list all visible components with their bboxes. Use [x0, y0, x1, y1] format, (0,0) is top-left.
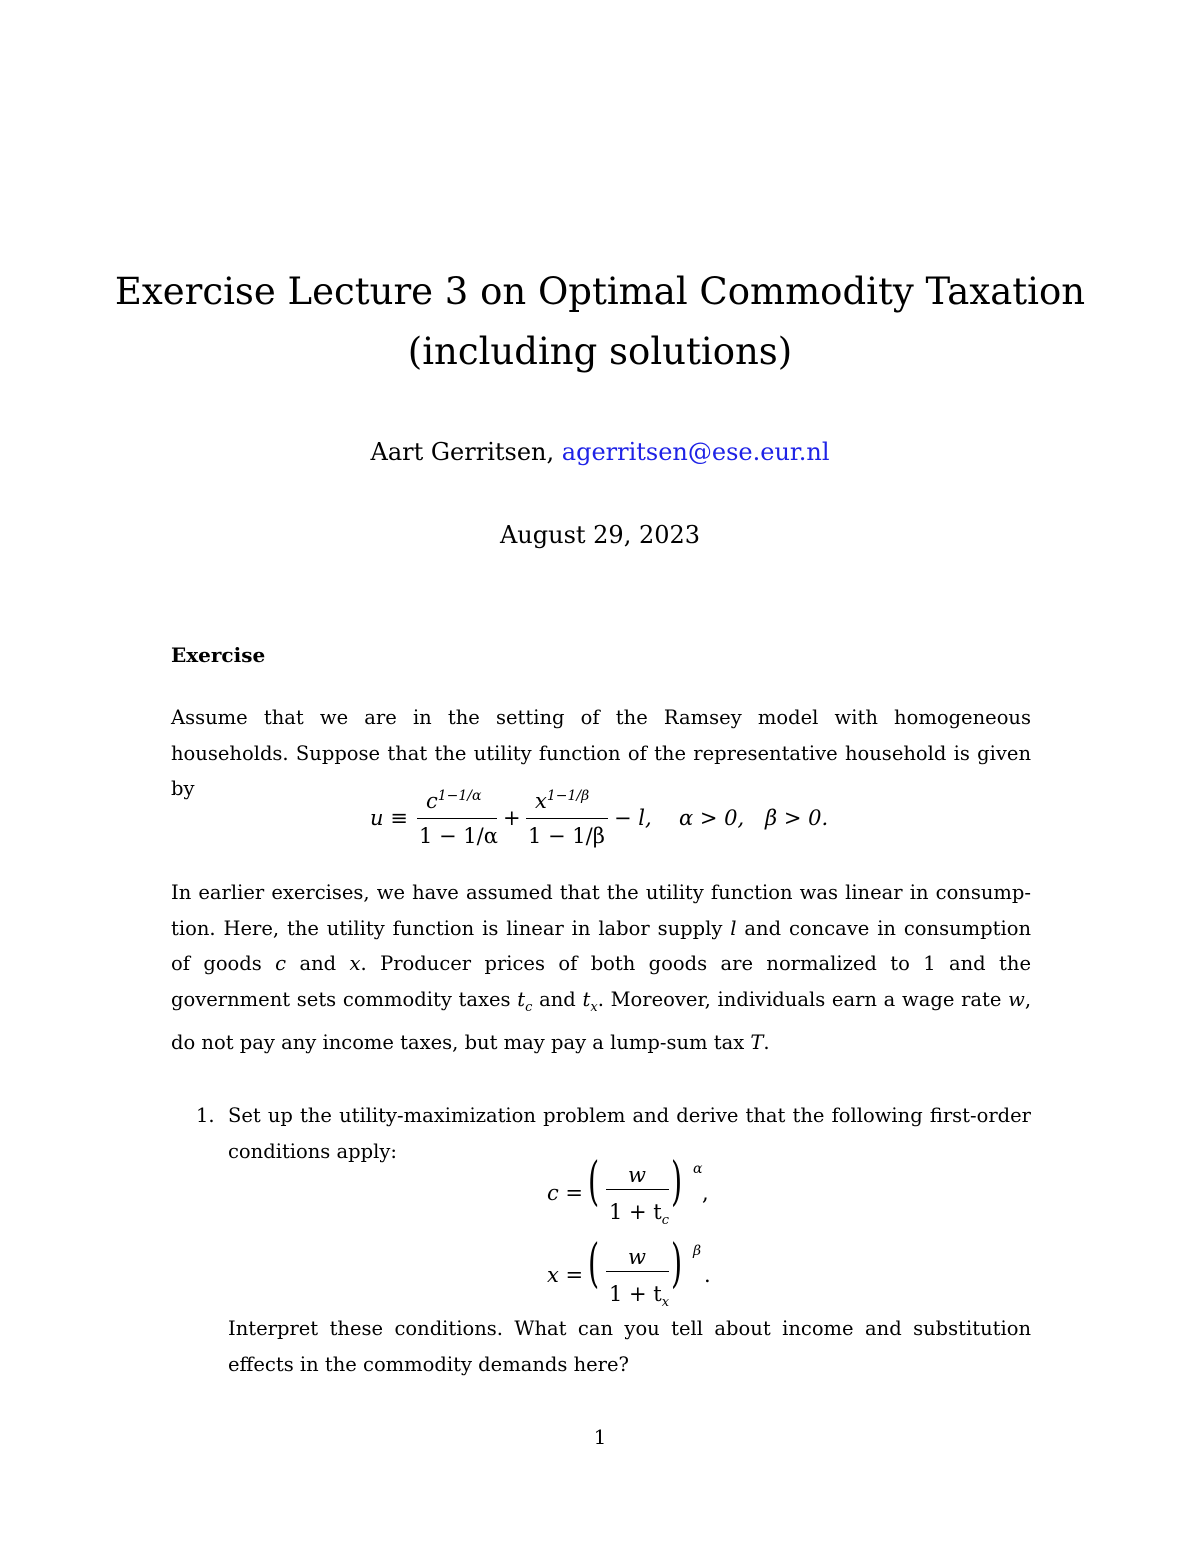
author-email-link[interactable]: agerritsen@ese.eur.nl: [561, 438, 830, 466]
term2-fraction-bar: [526, 818, 608, 819]
document-title: [0, 262, 1200, 382]
foc-x-fraction-bar: [606, 1271, 669, 1272]
utility-lhs: u ≡: [370, 806, 408, 830]
foc-x-denominator: $1 + t_x$: [609, 1282, 670, 1311]
var-T: T: [750, 1030, 764, 1054]
foc-c-right-paren: ): [671, 1152, 683, 1212]
var-c: c: [275, 952, 287, 975]
foc-c-fraction-bar: [606, 1189, 669, 1190]
page-number: 1: [593, 1425, 607, 1449]
setup-text-6: . Moreover, individuals earn a wage rate: [597, 987, 1009, 1011]
term1-numerator: $c^{1-1/\alpha}$: [426, 788, 482, 813]
setup-paragraph: [171, 875, 1031, 1060]
foc-x-lhs: x =: [547, 1263, 584, 1287]
var-tx-sub: x: [590, 999, 598, 1015]
plus-sign: +: [503, 806, 521, 830]
foc-x-left-paren: (: [588, 1234, 600, 1294]
var-x: x: [349, 952, 361, 975]
setup-text-4: . Producer prices of both goods are normalized to 1 and the government sets commodity taxes: [171, 952, 1031, 1011]
intro-line-1: Assume that we are in the setting of the Ramsey model with homogeneous households.: [171, 706, 1031, 765]
term2-denominator: 1 − 1/β: [528, 824, 605, 848]
foc-x-period: .: [704, 1263, 711, 1287]
foc-c-exponent: α: [693, 1161, 703, 1177]
term1-denominator: 1 − 1/α: [419, 824, 498, 848]
foc-c-comma: ,: [702, 1181, 709, 1205]
setup-text-2: and concave in consumption of goods: [171, 916, 1031, 975]
var-tc-sub: c: [525, 999, 533, 1015]
question-1-text: Set up the utility-maximization problem and derive that the following first-order conditions apply:: [228, 1104, 1031, 1163]
setup-text-7: , do not pay any income taxes, but may pay a lump-sum tax: [171, 987, 1032, 1054]
alpha-condition: α > 0,: [679, 806, 745, 830]
labor-term: − l,: [614, 806, 652, 830]
term2-numerator: $x^{1-1/\beta}$: [535, 788, 590, 813]
setup-text-3: and: [286, 952, 350, 975]
author-line: [0, 438, 1200, 466]
foc-c-numerator: w: [628, 1163, 646, 1187]
foc-c-denominator: $1 + t_c$: [609, 1200, 670, 1229]
var-l: l: [730, 916, 737, 940]
var-tc: t: [517, 987, 526, 1011]
setup-text-5: and: [532, 987, 583, 1011]
question-1-number: 1.: [196, 1104, 215, 1127]
beta-condition: β > 0.: [765, 806, 829, 830]
title-line-1: Exercise Lecture 3 on Optimal Commodity Taxation: [114, 270, 1086, 313]
setup-text-8: .: [763, 1030, 770, 1054]
title-line-2: (including solutions): [407, 330, 793, 373]
author-name: Aart Gerritsen,: [370, 438, 555, 466]
term1-fraction-bar: [417, 818, 497, 819]
section-heading: Exercise: [171, 643, 266, 667]
document-date: August 29, 2023: [499, 521, 701, 549]
foc-c-left-paren: (: [588, 1152, 600, 1212]
foc-x-exponent: β: [693, 1243, 702, 1259]
foc-x-numerator: w: [628, 1245, 646, 1269]
foc-x-right-paren: ): [671, 1234, 683, 1294]
utility-equation: [0, 784, 1200, 854]
question-1-interpret: Interpret these conditions. What can you tell about income and substitution effects in the commodity demands here?: [228, 1317, 1031, 1376]
var-tx: t: [582, 987, 591, 1011]
intro-line-2: Suppose that the utility function of the representative household is given by: [171, 741, 1032, 800]
setup-text-1: In earlier exercises, we have assumed that the utility function was linear in consump-tion. Here, the utility function is linear in labor supply: [171, 881, 1031, 940]
var-w: w: [1008, 987, 1025, 1011]
foc-c-lhs: c =: [547, 1181, 584, 1205]
